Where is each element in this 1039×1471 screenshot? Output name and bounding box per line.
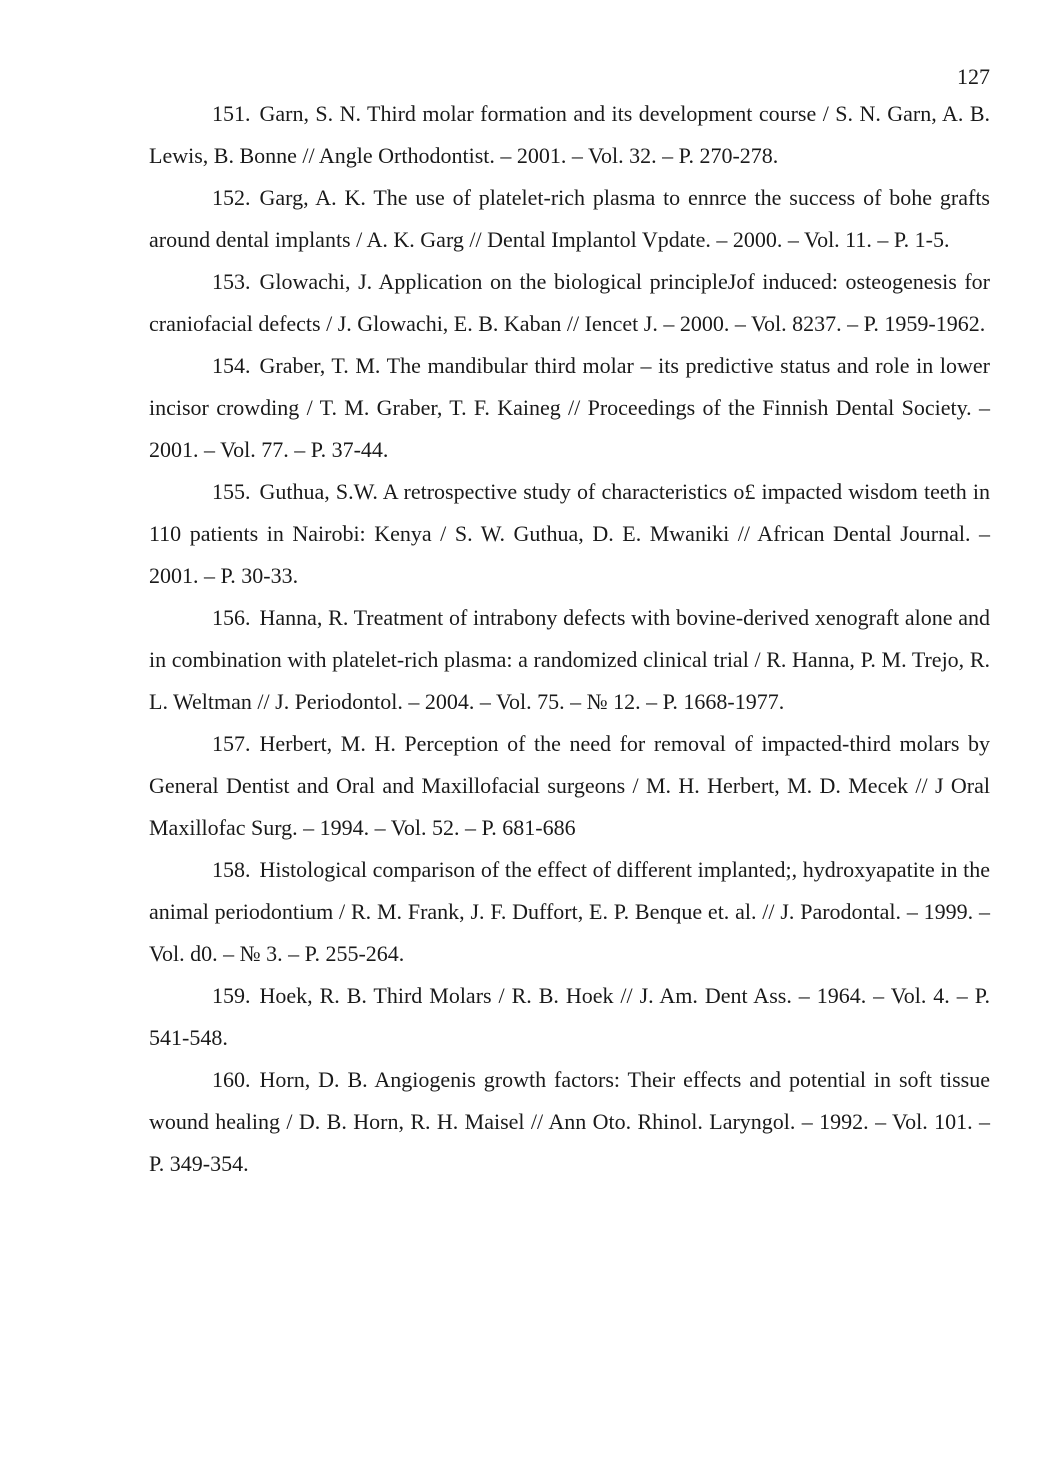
reference-list	[149, 93, 990, 1185]
reference-text: Garn, S. N. Third molar formation and its development course / S. N. Garn, A. B. Lewis, B. Bonne // Angle Orthodontist. – 2001. – Vol. 32. – P. 270-278.	[149, 101, 990, 168]
reference-text: Guthua, S.W. A retrospective study of characteristics o£ impacted wisdom teeth in 110 patients in Nairobi: Kenya / S. W. Guthua, D. E. Mwaniki // African Dental Journal. – 2001. – P. 30-33.	[149, 479, 990, 588]
reference-number: 157.	[212, 731, 251, 756]
reference-number: 155.	[212, 479, 251, 504]
reference-number: 158.	[212, 857, 251, 882]
reference-item-151	[149, 93, 990, 177]
reference-number: 159.	[212, 983, 251, 1008]
reference-item-159	[149, 975, 990, 1059]
reference-text: Hoek, R. B. Third Molars / R. B. Hoek // J. Am. Dent Ass. – 1964. – Vol. 4. – P. 541-548.	[149, 983, 990, 1050]
reference-text: Garg, A. K. The use of platelet-rich plasma to ennrce the success of bohe grafts around dental implants / A. K. Garg // Dental Implantol Vpdate. – 2000. – Vol. 11. – P. 1-5.	[149, 185, 990, 252]
reference-text: Hanna, R. Treatment of intrabony defects with bovine-derived xenograft alone and in combination with platelet-rich plasma: a randomized clinical trial / R. Hanna, P. M. Trejo, R. L. Weltman // J. Periodontol. – 2004. – Vol. 75. – № 12. – P. 1668-1977.	[149, 605, 990, 714]
reference-item-160	[149, 1059, 990, 1185]
reference-text: Glowachi, J. Application on the biological principleJof induced: osteogenesis for craniofacial defects / J. Glowachi, E. B. Kaban // Iencet J. – 2000. – Vol. 8237. – P. 1959-1962.	[149, 269, 990, 336]
reference-item-152	[149, 177, 990, 261]
reference-number: 152.	[212, 185, 251, 210]
reference-item-155	[149, 471, 990, 597]
reference-item-157	[149, 723, 990, 849]
reference-text: Histological comparison of the effect of different implanted;, hydroxyapatite in the animal periodontium / R. M. Frank, J. F. Duffort, E. P. Benque et. al. // J. Parodontal. – 1999. – Vol. d0. – № 3. – P. 255-264.	[149, 857, 990, 966]
reference-number: 160.	[212, 1067, 251, 1092]
reference-text: Horn, D. B. Angiogenis growth factors: Their effects and potential in soft tissue wound healing / D. B. Horn, R. H. Maisel // Ann Oto. Rhinol. Laryngol. – 1992. – Vol. 101. – P. 349-354.	[149, 1067, 990, 1176]
reference-item-158	[149, 849, 990, 975]
reference-number: 154.	[212, 353, 251, 378]
reference-item-154	[149, 345, 990, 471]
reference-text: Herbert, M. H. Perception of the need for removal of impacted-third molars by General Dentist and Oral and Maxillofacial surgeons / M. H. Herbert, M. D. Mecek // J Oral Maxillofac Surg. – 1994. – Vol. 52. – P. 681-686	[149, 731, 990, 840]
reference-number: 153.	[212, 269, 251, 294]
reference-text: Graber, T. M. The mandibular third molar – its predictive status and role in lower incisor crowding / T. M. Graber, T. F. Kaineg // Proceedings of the Finnish Dental Society. – 2001. – Vol. 77. – P. 37-44.	[149, 353, 990, 462]
reference-number: 156.	[212, 605, 251, 630]
reference-number: 151.	[212, 101, 251, 126]
reference-item-153	[149, 261, 990, 345]
reference-item-156	[149, 597, 990, 723]
page-number: 127	[957, 64, 990, 89]
